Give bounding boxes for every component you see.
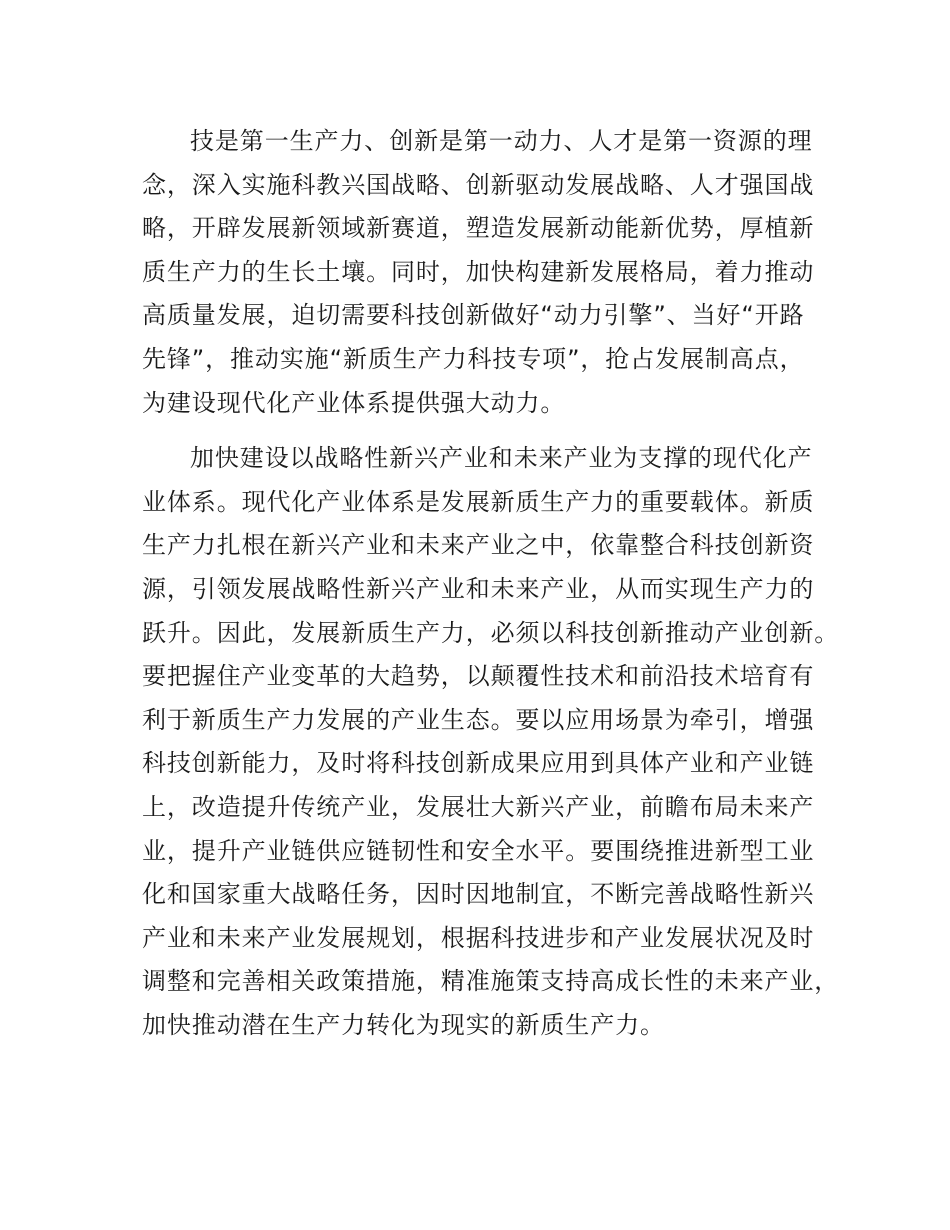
paragraph-2 (142, 437, 840, 1047)
text-line: 业，提升产业链供应链韧性和安全水平。要围绕推进新型工业 (142, 836, 815, 865)
text-line: 技是第一生产力、创新是第一动力、人才是第一资源的理 (190, 127, 813, 155)
text-line: 业体系。现代化产业体系是发展新质生产力的重要载体。新质 (142, 487, 815, 516)
text-line: 源，引领发展战略性新兴产业和未来产业，从而实现生产力的 (142, 574, 815, 603)
text-line: 加快建设以战略性新兴产业和未来产业为支撑的现代化产 (190, 444, 813, 473)
text-line: 高质量发展，迫切需要科技创新做好“动力引擎”、当好“开路 (142, 301, 805, 330)
text-line: 跃升。因此，发展新质生产力，必须以科技创新推动产业创新。 (142, 618, 840, 647)
paragraph-1 (142, 120, 832, 425)
text-line: 为建设现代化产业体系提供强大动力。 (142, 388, 566, 417)
text-line: 先锋”，推动实施“新质生产力科技专项”，抢占发展制高点， (142, 344, 805, 373)
text-line: 利于新质生产力发展的产业生态。要以应用场景为牵引，增强 (142, 705, 815, 734)
text-line: 化和国家重大战略任务，因时因地制宜，不断完善战略性新兴 (142, 880, 815, 909)
text-line: 略，开辟发展新领域新赛道，塑造发展新动能新优势，厚植新 (142, 214, 815, 243)
document-body (142, 120, 840, 1047)
text-line: 加快推动潜在生产力转化为现实的新质生产力。 (142, 1010, 665, 1039)
text-line: 调整和完善相关政策措施，精准施策支持高成长性的未来产业， (142, 967, 840, 996)
text-line: 上，改造提升传统产业，发展壮大新兴产业，前瞻布局未来产 (142, 792, 815, 821)
paragraph-spacer (142, 425, 832, 437)
text-line: 产业和未来产业发展规划，根据科技进步和产业发展状况及时 (142, 923, 815, 952)
text-line: 科技创新能力，及时将科技创新成果应用到具体产业和产业链 (142, 749, 815, 778)
text-line: 生产力扎根在新兴产业和未来产业之中，依靠整合科技创新资 (142, 531, 815, 560)
text-line: 要把握住产业变革的大趋势，以颠覆性技术和前沿技术培育有 (142, 662, 815, 691)
text-line: 念，深入实施科教兴国战略、创新驱动发展战略、人才强国战 (142, 170, 815, 199)
text-line: 质生产力的生长土壤。同时，加快构建新发展格局，着力推动 (142, 257, 815, 286)
